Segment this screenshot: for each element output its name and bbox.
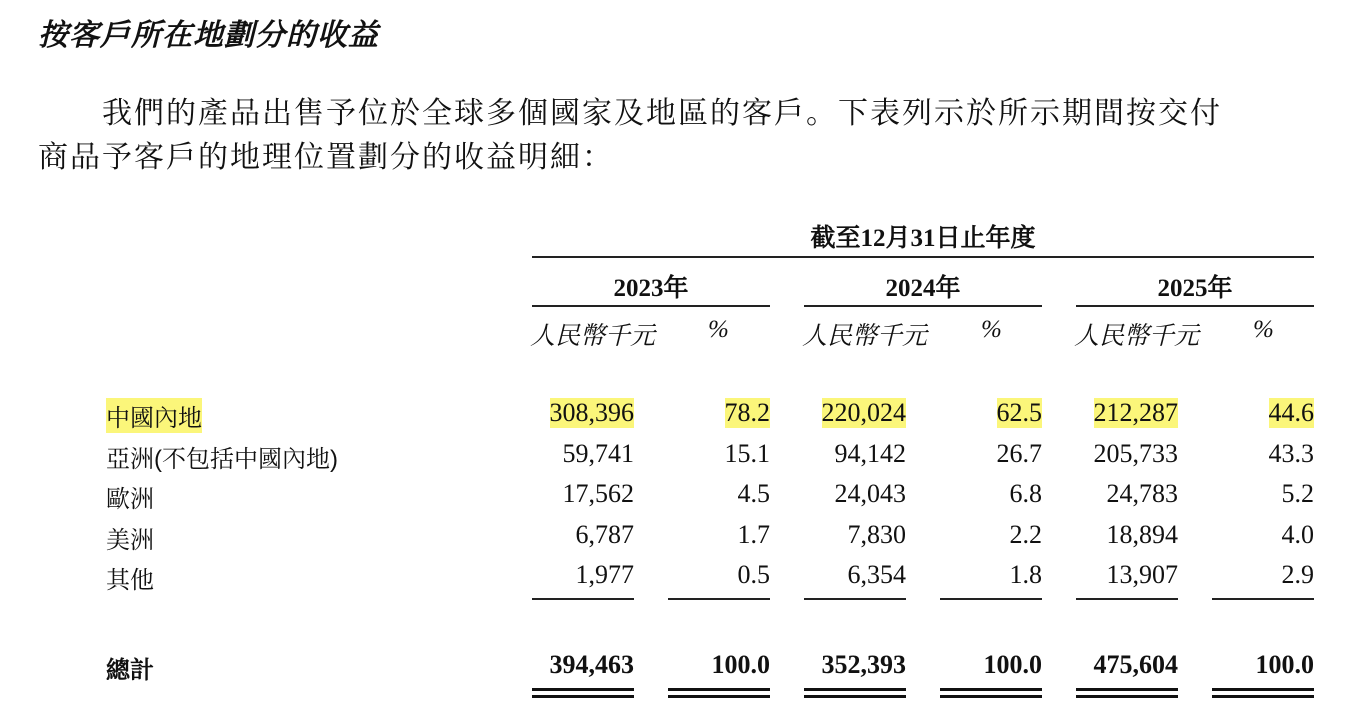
total-double-rule [1076, 688, 1178, 691]
year-rule [532, 305, 770, 307]
table-cell: 59,741 [562, 439, 634, 468]
year-header-2023: 2023年 [613, 275, 689, 302]
table-cell: 220,024 [821, 398, 906, 427]
table-cell: 78.2 [724, 398, 770, 427]
table-cell: 15.1 [724, 439, 770, 468]
table-cell: 308,396 [549, 398, 634, 427]
row-label-europe: 歐洲 [106, 486, 154, 513]
intro-paragraph [38, 92, 1320, 180]
table-cell: 1.7 [737, 520, 770, 549]
table-cell: 4.0 [1281, 520, 1314, 549]
total-double-rule [1212, 695, 1314, 698]
year-rule [804, 305, 1042, 307]
total-double-rule [668, 688, 770, 691]
table-cell: 94,142 [834, 439, 906, 468]
total-cell: 100.0 [983, 650, 1042, 679]
section-title: 按客戶所在地劃分的收益 [38, 18, 379, 53]
table-cell: 6,354 [847, 560, 906, 589]
total-double-rule [940, 695, 1042, 698]
total-double-rule [532, 695, 634, 698]
table-cell: 44.6 [1268, 398, 1314, 427]
total-double-rule [804, 695, 906, 698]
table-cell: 1.8 [1009, 560, 1042, 589]
total-double-rule [532, 688, 634, 691]
row-label-americas: 美洲 [106, 527, 154, 554]
table-cell: 7,830 [847, 520, 906, 549]
table-cell: 13,907 [1106, 560, 1178, 589]
row-label-asia: 亞洲(不包括中國內地) [106, 446, 338, 473]
row-label-total: 總計 [106, 657, 154, 684]
table-cell: 24,043 [834, 479, 906, 508]
unit-percent: % [981, 316, 1002, 343]
total-double-rule [940, 688, 1042, 691]
unit-percent: % [1253, 316, 1274, 343]
total-cell: 475,604 [1093, 650, 1178, 679]
table-cell: 2.9 [1281, 560, 1314, 589]
table-cell: 5.2 [1281, 479, 1314, 508]
table-cell: 62.5 [996, 398, 1042, 427]
total-cell: 100.0 [711, 650, 770, 679]
total-cell: 352,393 [821, 650, 906, 679]
subtotal-rule [668, 598, 770, 600]
subtotal-rule [804, 598, 906, 600]
total-cell: 394,463 [549, 650, 634, 679]
table-cell: 24,783 [1106, 479, 1178, 508]
subtotal-rule [940, 598, 1042, 600]
unit-amount: 人民幣千元 [1074, 323, 1200, 350]
unit-amount: 人民幣千元 [530, 323, 656, 350]
year-header-2024: 2024年 [885, 275, 961, 302]
row-label-others: 其他 [106, 567, 154, 594]
subtotal-rule [532, 598, 634, 600]
unit-percent: % [708, 316, 729, 343]
total-double-rule [1212, 688, 1314, 691]
paragraph-line: 我們的產品出售予位於全球多個國家及地區的客戶。下表列示於所示期間按交付 [102, 96, 1222, 131]
table-cell: 17,562 [562, 479, 634, 508]
table-cell: 2.2 [1009, 520, 1042, 549]
table-cell: 205,733 [1093, 439, 1178, 468]
total-double-rule [668, 695, 770, 698]
unit-amount: 人民幣千元 [802, 323, 928, 350]
subtotal-rule [1212, 598, 1314, 600]
total-double-rule [1076, 695, 1178, 698]
row-label-china-mainland: 中國內地 [106, 398, 202, 433]
table-cell: 212,287 [1093, 398, 1178, 427]
paragraph-line: 商品予客戶的地理位置劃分的收益明細： [38, 140, 614, 175]
header-rule [532, 256, 1314, 258]
table-cell: 43.3 [1268, 439, 1314, 468]
table-cell: 6,787 [575, 520, 634, 549]
table-cell: 26.7 [996, 439, 1042, 468]
table-cell: 1,977 [575, 560, 634, 589]
total-cell: 100.0 [1255, 650, 1314, 679]
year-rule [1076, 305, 1314, 307]
period-header: 截至12月31日止年度 [810, 225, 1036, 252]
total-double-rule [804, 688, 906, 691]
table-cell: 4.5 [737, 479, 770, 508]
table-cell: 18,894 [1106, 520, 1178, 549]
table-cell: 6.8 [1009, 479, 1042, 508]
subtotal-rule [1076, 598, 1178, 600]
year-header-2025: 2025年 [1157, 275, 1233, 302]
table-cell: 0.5 [737, 560, 770, 589]
